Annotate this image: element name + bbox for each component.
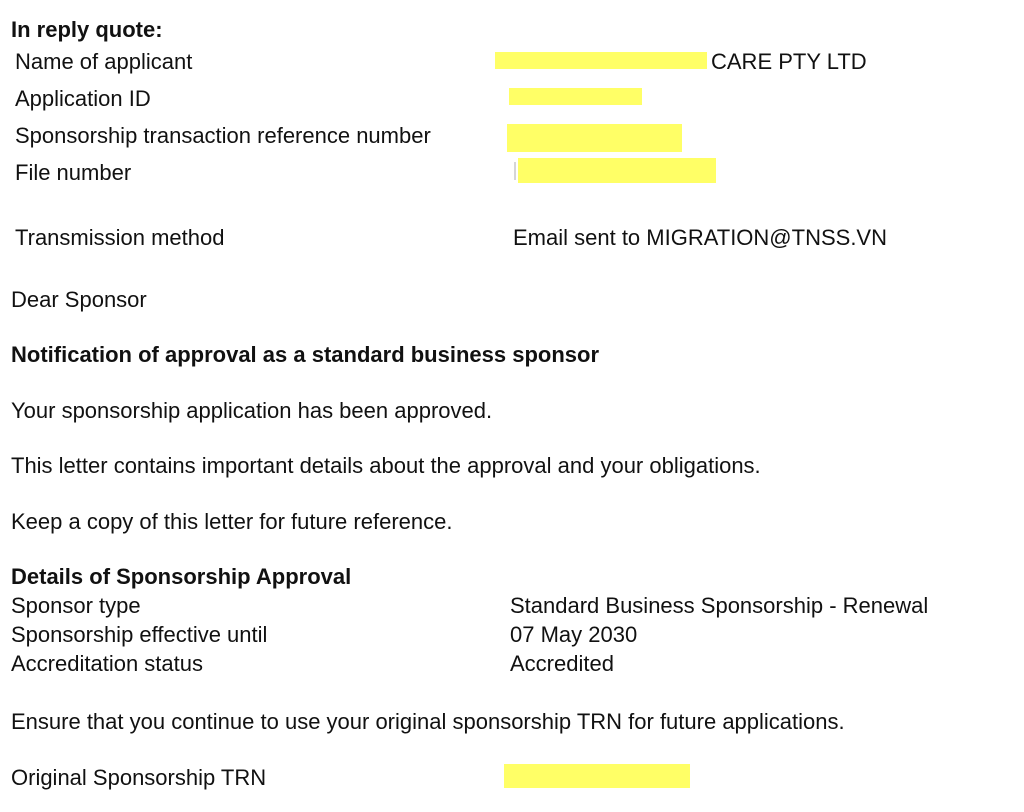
paragraph-keep-copy: Keep a copy of this letter for future reference. (11, 509, 453, 534)
sponsor-type-label: Sponsor type (11, 593, 141, 618)
file-number-redaction (518, 158, 716, 183)
applicant-label: Name of applicant (15, 49, 193, 74)
trn-notice: Ensure that you continue to use your original sponsorship TRN for future applications. (11, 709, 845, 734)
approval-details-heading: Details of Sponsorship Approval (11, 564, 352, 589)
reply-quote-heading: In reply quote: (11, 17, 163, 42)
accreditation-status-label: Accreditation status (11, 651, 203, 676)
accreditation-status-value: Accredited (510, 651, 614, 676)
application-id-label: Application ID (15, 86, 151, 111)
applicant-name-redaction (495, 52, 707, 69)
file-number-label: File number (15, 160, 132, 185)
str-label: Sponsorship transaction reference number (15, 123, 431, 148)
letter-subject: Notification of approval as a standard business sponsor (11, 342, 600, 367)
transmission-value: Email sent to MIGRATION@TNSS.VN (513, 225, 887, 250)
salutation: Dear Sponsor (11, 287, 147, 312)
sponsor-type-value: Standard Business Sponsorship - Renewal (510, 593, 929, 618)
transmission-label: Transmission method (15, 225, 225, 250)
applicant-name-suffix: CARE PTY LTD (711, 49, 867, 74)
str-redaction (507, 124, 682, 152)
original-trn-redaction (504, 764, 690, 788)
original-trn-label: Original Sponsorship TRN (11, 765, 267, 790)
effective-until-label: Sponsorship effective until (11, 622, 268, 647)
file-number-cursor-mark (514, 162, 516, 180)
effective-until-value: 07 May 2030 (510, 622, 638, 647)
application-id-redaction (509, 88, 642, 105)
paragraph-approved: Your sponsorship application has been approved. (11, 398, 493, 423)
paragraph-obligations: This letter contains important details about the approval and your obligations. (11, 453, 761, 478)
